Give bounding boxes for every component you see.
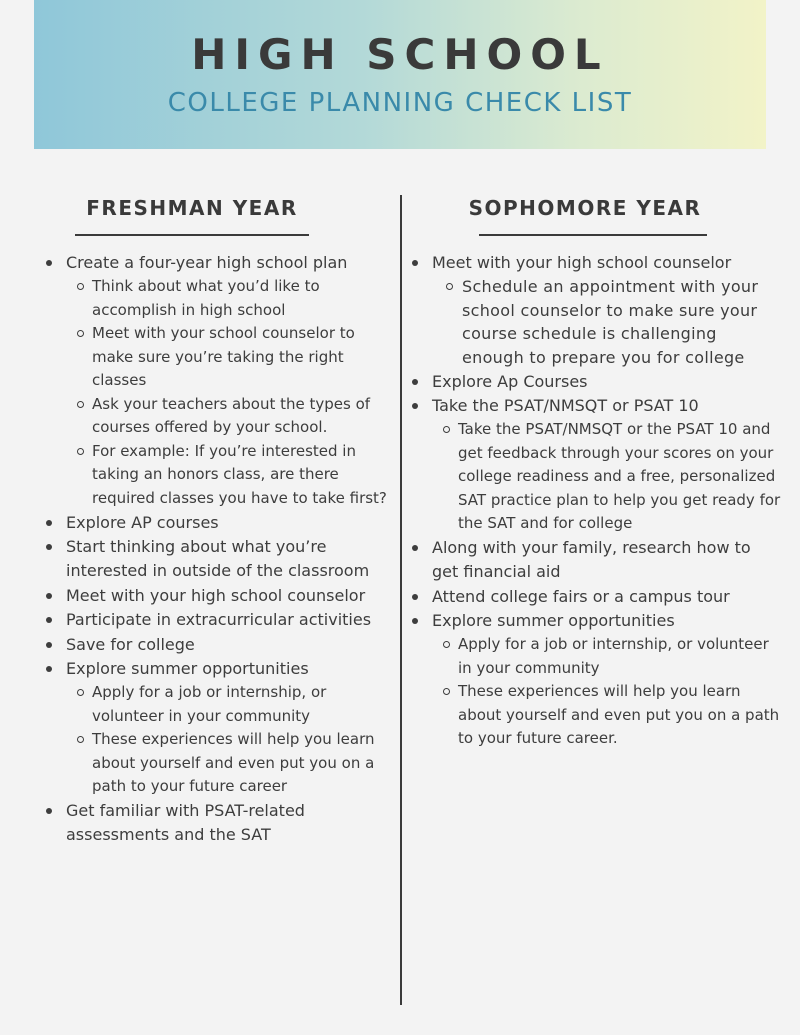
sub-checklist-item-text: Ask your teachers about the types of courses offered by your school. [92, 394, 371, 436]
checklist-item [408, 251, 782, 369]
bullet-icon [46, 808, 52, 814]
hollow-bullet-icon [77, 283, 84, 290]
checklist-item-text: Explore Ap Courses [432, 371, 588, 391]
hollow-bullet-icon [77, 689, 84, 696]
sub-checklist [432, 275, 782, 369]
sub-checklist-item [432, 418, 782, 536]
bullet-icon [412, 545, 418, 551]
sub-checklist [66, 275, 387, 510]
sophomore-heading-rule [479, 234, 707, 236]
checklist-item [42, 535, 387, 583]
sub-checklist [66, 681, 387, 799]
checklist-item-text: Attend college fairs or a campus tour [432, 586, 730, 606]
sub-checklist [432, 633, 782, 751]
checklist-item-text: Take the PSAT/NMSQT or PSAT 10 [432, 396, 699, 415]
sub-checklist-item [66, 322, 387, 393]
checklist-item-text: Explore summer opportunities [66, 659, 309, 678]
freshman-heading: FRESHMAN YEAR [86, 196, 298, 220]
checklist-item-text: Start thinking about what you’re interested in outside of the classroom [66, 537, 370, 580]
bullet-icon [46, 260, 52, 266]
hollow-bullet-icon [77, 448, 84, 455]
checklist-item [408, 394, 782, 536]
sophomore-heading: SOPHOMORE YEAR [468, 196, 702, 220]
page-subtitle: COLLEGE PLANNING CHECK LIST [167, 88, 633, 118]
checklist-item [42, 511, 387, 535]
sub-checklist-item-text: Schedule an appointment with your school counselor to make sure your course schedule is challenging enough to prepare you for college [462, 277, 759, 367]
sophomore-checklist [408, 251, 782, 751]
bullet-icon [46, 666, 52, 672]
hollow-bullet-icon [443, 641, 450, 648]
checklist-item [42, 584, 387, 608]
checklist-item [42, 657, 387, 799]
sub-checklist-item [66, 275, 387, 322]
sub-checklist-item [66, 440, 387, 511]
checklist-item [42, 633, 387, 657]
hollow-bullet-icon [77, 401, 84, 408]
sub-checklist-item-text: Take the PSAT/NMSQT or the PSAT 10 and get feedback through your scores on your college readiness and a free, personalized SAT practice plan to help you get ready for the SAT and for college [458, 420, 781, 532]
checklist-items [42, 251, 387, 847]
checklist-item [408, 536, 782, 584]
checklist-item [408, 609, 782, 751]
sub-checklist-item-text: These experiences will help you learn about yourself and even put you on a path to your future career [92, 730, 375, 795]
checklist-item [408, 585, 782, 609]
sub-checklist-item [432, 633, 782, 680]
sub-checklist-item-text: Think about what you’d like to accomplish in high school [92, 277, 320, 319]
freshman-heading-rule [75, 234, 309, 236]
checklist-items [408, 251, 782, 751]
bullet-icon [46, 593, 52, 599]
bullet-icon [46, 520, 52, 526]
sub-checklist-item-text: These experiences will help you learn about yourself and even put you on a path to your future career. [458, 682, 780, 747]
bullet-icon [412, 403, 418, 409]
sub-checklist-item [66, 681, 387, 728]
bullet-icon [412, 618, 418, 624]
checklist-item-text: Meet with your high school counselor [66, 585, 366, 605]
column-divider [400, 195, 402, 1005]
sub-checklist-item [66, 728, 387, 799]
bullet-icon [412, 260, 418, 266]
checklist-item-text: Create a four-year high school plan [66, 253, 348, 272]
page-title: HIGH SCHOOL [191, 30, 609, 79]
checklist-item-text: Participate in extracurricular activities [66, 610, 372, 629]
hollow-bullet-icon [443, 426, 450, 433]
sub-checklist-item [66, 393, 387, 440]
hollow-bullet-icon [77, 736, 84, 743]
sub-checklist-item-text: Apply for a job or internship, or volunteer in your community [458, 635, 769, 677]
hollow-bullet-icon [77, 330, 84, 337]
checklist-item [42, 799, 387, 847]
checklist-item-text: Meet with your high school counselor [432, 253, 732, 272]
sub-checklist [432, 418, 782, 536]
checklist-item-text: Along with your family, research how to get financial aid [432, 538, 751, 581]
checklist-item [42, 251, 387, 510]
bullet-icon [46, 544, 52, 550]
checklist-item [408, 370, 782, 394]
bullet-icon [412, 594, 418, 600]
checklist-item-text: Save for college [66, 634, 195, 654]
checklist-item-text: Explore summer opportunities [432, 611, 675, 630]
sub-checklist-item-text: Apply for a job or internship, or volunteer in your community [92, 683, 327, 725]
checklist-item-text: Get familiar with PSAT-related assessments and the SAT [66, 801, 305, 844]
freshman-checklist [42, 251, 387, 848]
sub-checklist-item [432, 680, 782, 751]
bullet-icon [412, 379, 418, 385]
hollow-bullet-icon [446, 283, 453, 290]
sub-checklist-item-text: For example: If you’re interested in taking an honors class, are there required classes you have to take first? [92, 441, 387, 507]
checklist-item [42, 608, 387, 632]
hollow-bullet-icon [443, 688, 450, 695]
sub-checklist-item-text: Meet with your school counselor to make sure you’re taking the right classes [92, 324, 355, 389]
checklist-item-text: Explore AP courses [66, 512, 219, 532]
sub-checklist-item [432, 275, 782, 369]
header-banner [34, 0, 766, 149]
bullet-icon [46, 642, 52, 648]
bullet-icon [46, 617, 52, 623]
